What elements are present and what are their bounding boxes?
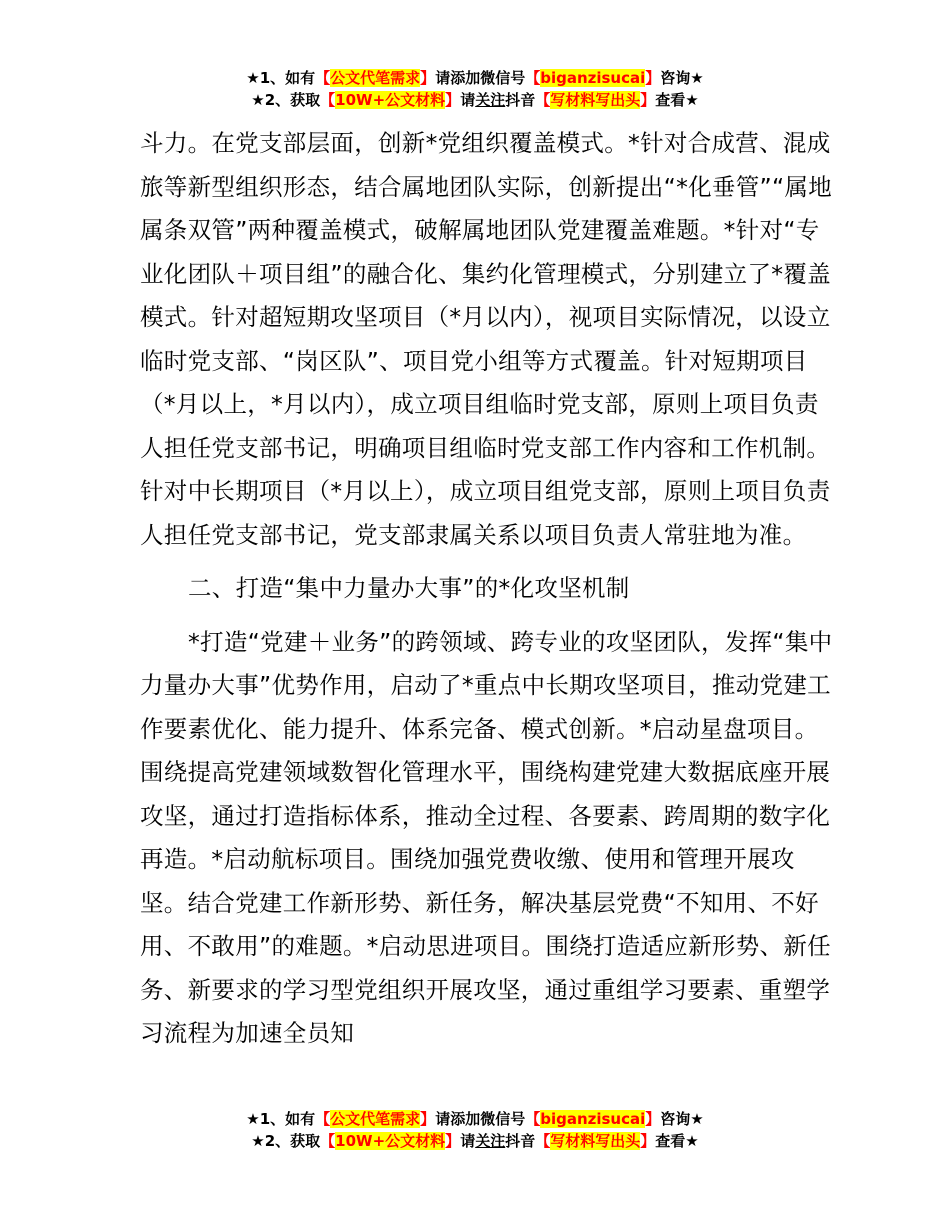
banner-text-underlined: 关注 [475, 91, 506, 109]
banner-text: 查看★ [655, 1132, 699, 1150]
bracket: 】 [420, 69, 436, 87]
banner-text: 请添加微信号 [435, 69, 526, 87]
banner-line-1 [0, 1108, 950, 1130]
banner-text: ★1、如有 [246, 1110, 316, 1128]
highlight-materials: 10W+公文材料 [335, 91, 446, 109]
banner-text: 咨询★ [660, 1110, 704, 1128]
section-heading-2: 二、打造“集中力量办大事”的*化攻坚机制 [188, 574, 630, 602]
highlight-materials: 10W+公文材料 [335, 1132, 446, 1150]
banner-text: 请 [460, 91, 476, 109]
banner-text: ★2、获取 [251, 91, 321, 109]
banner-text: 抖音 [505, 91, 536, 109]
bracket: 】 [645, 1110, 661, 1128]
header-banner [0, 67, 950, 111]
banner-text: 抖音 [505, 1132, 536, 1150]
banner-text: 查看★ [655, 91, 699, 109]
bracket: 【 [315, 69, 331, 87]
highlight-wechat-id: biganzisucai [540, 69, 646, 87]
bracket: 】 [645, 69, 661, 87]
bracket: 【 [320, 91, 336, 109]
bracket: 】 [445, 91, 461, 109]
bracket: 】 [420, 1110, 436, 1128]
banner-line-2 [0, 89, 950, 111]
document-body [140, 122, 840, 1056]
bracket: 】 [445, 1132, 461, 1150]
highlight-douyin: 写材料写出头 [550, 91, 641, 109]
bracket: 【 [320, 1132, 336, 1150]
banner-text: 咨询★ [660, 69, 704, 87]
highlight-wechat-id: biganzisucai [540, 1110, 646, 1128]
bracket: 【 [535, 91, 551, 109]
bracket: 【 [535, 1132, 551, 1150]
highlight-ghostwriting: 公文代笔需求 [330, 69, 421, 87]
footer-banner [0, 1108, 950, 1152]
banner-text: 请添加微信号 [435, 1110, 526, 1128]
paragraph-2: *打造“党建＋业务”的跨领域、跨专业的攻坚团队，发挥“集中力量办大事”优势作用，启动了*重点中长期攻坚项目，推动党建工作要素优化、能力提升、体系完备、模式创新。*启动星盘项目。围绕提高党建领域数智化管理水平，围绕构建党建大数据底座开展攻坚，通过打造指标体系，推动全过程、各要素、跨周期的数字化再造。*启动航标项目。围绕加强党费收缴、使用和管理开展攻坚。结合党建工作新形势、新任务，解决基层党费“不知用、不好用、不敢用”的难题。*启动思进项目。围绕打造适应新形势、新任务、新要求的学习型党组织开展攻坚，通过重组学习要素、重塑学习流程为加速全员知 [140, 627, 833, 1047]
banner-text: ★1、如有 [246, 69, 316, 87]
highlight-ghostwriting: 公文代笔需求 [330, 1110, 421, 1128]
banner-line-2 [0, 1130, 950, 1152]
paragraph-1: 斗力。在党支部层面，创新*党组织覆盖模式。*针对合成营、混成旅等新型组织形态，结合属地团队实际，创新提出“*化垂管”“属地属条双管”两种覆盖模式，破解属地团队党建覆盖难题。*针对“专业化团队＋项目组”的融合化、集约化管理模式，分别建立了*覆盖模式。针对超短期攻坚项目（*月以内），视项目实际情况，以设立临时党支部、“岗区队”、项目党小组等方式覆盖。针对短期项目（*月以上，*月以内），成立项目组临时党支部，原则上项目负责人担任党支部书记，明确项目组临时党支部工作内容和工作机制。针对中长期项目（*月以上），成立项目组党支部，原则上项目负责人担任党支部书记，党支部隶属关系以项目负责人常驻地为准。 [140, 129, 833, 549]
highlight-douyin: 写材料写出头 [550, 1132, 641, 1150]
bracket: 】 [640, 1132, 656, 1150]
banner-text: ★2、获取 [251, 1132, 321, 1150]
bracket: 【 [525, 69, 541, 87]
banner-text-underlined: 关注 [475, 1132, 506, 1150]
banner-text: 请 [460, 1132, 476, 1150]
banner-line-1 [0, 67, 950, 89]
bracket: 【 [315, 1110, 331, 1128]
bracket: 【 [525, 1110, 541, 1128]
bracket: 】 [640, 91, 656, 109]
